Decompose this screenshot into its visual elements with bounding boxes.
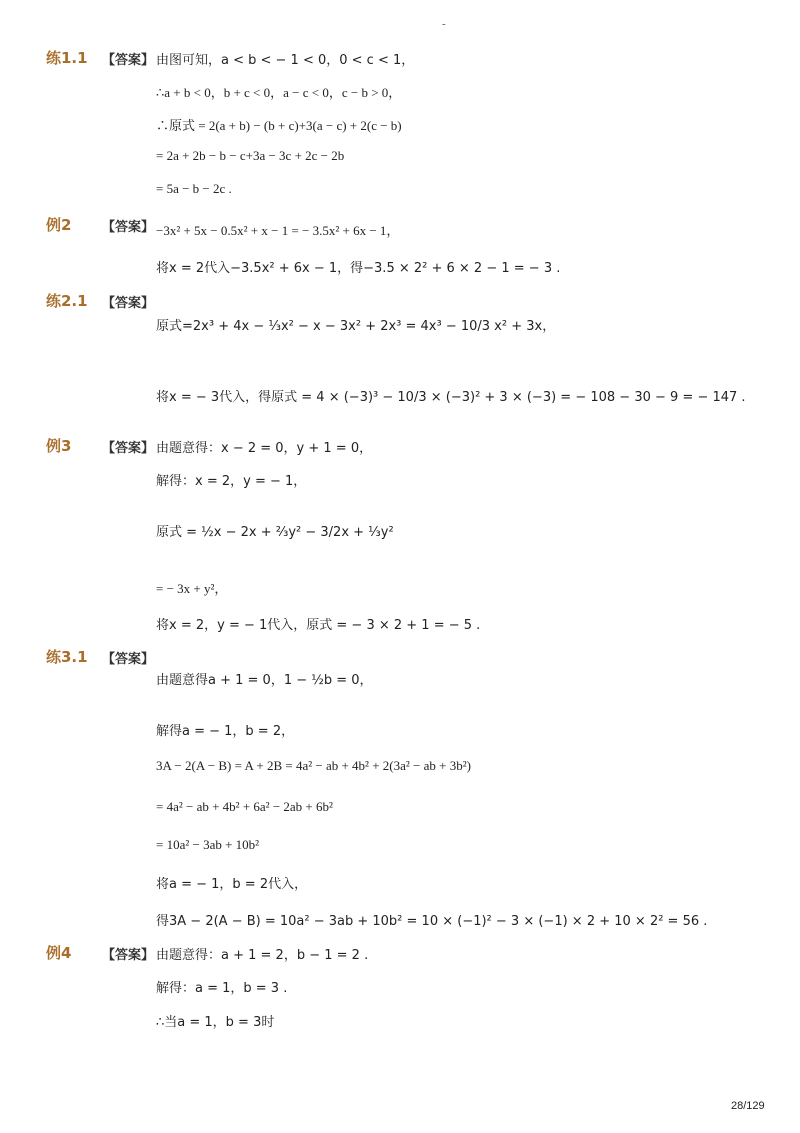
solution-line: = 5a − b − 2c . (156, 181, 232, 196)
section-tag: 例4 (46, 944, 72, 962)
solution-line: 将x = 2代入−3.5x² + 6x − 1，得−3.5 × 2² + 6 × 2 − 1 = − 3 . (156, 261, 561, 276)
answer-label: 【答案】 (102, 53, 155, 68)
solution-line: = 10a² − 3ab + 10b² (156, 837, 260, 852)
solution-line: 解得：x = 2，y = − 1， (156, 474, 307, 489)
solution-line: 原式=2x³ + 4x − ⅓x² − x − 3x² + 2x³ = 4x³ − 10/3 x² + 3x， (156, 319, 556, 334)
solution-line: 将x = − 3代入，得原式 = 4 × (−3)³ − 10/3 × (−3)² + 3 × (−3) = − 108 − 30 − 9 = − 147 . (156, 390, 746, 405)
solution-line: 解得：a = 1，b = 3 . (156, 981, 288, 996)
solution-line: 得3A − 2(A − B) = 10a² − 3ab + 10b² = 10 × (−1)² − 3 × (−1) × 2 + 10 × 2² = 56 . (156, 914, 708, 929)
answer-label: 【答案】 (102, 948, 155, 963)
section-tag: 例2 (46, 216, 72, 234)
solution-line: ∴a + b < 0，b + c < 0，a − c < 0，c − b > 0， (156, 85, 402, 100)
section-tag: 例3 (46, 437, 72, 455)
solution-line: ∴原式 = 2(a + b) − (b + c)+3(a − c) + 2(c − b) (156, 118, 402, 133)
answer-label: 【答案】 (102, 652, 155, 667)
answer-label: 【答案】 (102, 441, 155, 456)
solution-line: 将a = − 1，b = 2代入， (156, 877, 308, 892)
solution-line: 由图可知，a < b < − 1 < 0，0 < c < 1， (156, 53, 415, 68)
section-tag: 练2.1 (46, 292, 88, 310)
solution-line: = − 3x + y²， (156, 581, 228, 596)
solution-line: 由题意得a + 1 = 0，1 − ½b = 0， (156, 673, 373, 688)
answer-label: 【答案】 (102, 220, 155, 235)
section-tag: 练1.1 (46, 49, 88, 67)
page-number: 28/129 (731, 1100, 765, 1112)
solution-line: 由题意得：a + 1 = 2，b − 1 = 2 . (156, 948, 369, 963)
section-tag: 练3.1 (46, 648, 88, 666)
solution-line: −3x² + 5x − 0.5x² + x − 1 = − 3.5x² + 6x − 1， (156, 223, 400, 238)
solution-line: = 2a + 2b − b − c+3a − 3c + 2c − 2b (156, 148, 345, 163)
solution-line: 将x = 2，y = − 1代入，原式 = − 3 × 2 + 1 = − 5 . (156, 618, 481, 633)
solution-line: 由题意得：x − 2 = 0，y + 1 = 0， (156, 441, 373, 456)
solution-line: 3A − 2(A − B) = A + 2B = 4a² − ab + 4b² + 2(3a² − ab + 3b²) (156, 758, 471, 773)
answer-label: 【答案】 (102, 296, 155, 311)
header-mark: - (442, 18, 446, 30)
solution-line: 原式 = ½x − 2x + ⅔y² − 3/2x + ⅓y² (156, 525, 394, 540)
solution-line: 解得a = − 1，b = 2， (156, 724, 295, 739)
solution-line: ∴当a = 1，b = 3时 (156, 1015, 275, 1030)
solution-line: = 4a² − ab + 4b² + 6a² − 2ab + 6b² (156, 799, 333, 814)
